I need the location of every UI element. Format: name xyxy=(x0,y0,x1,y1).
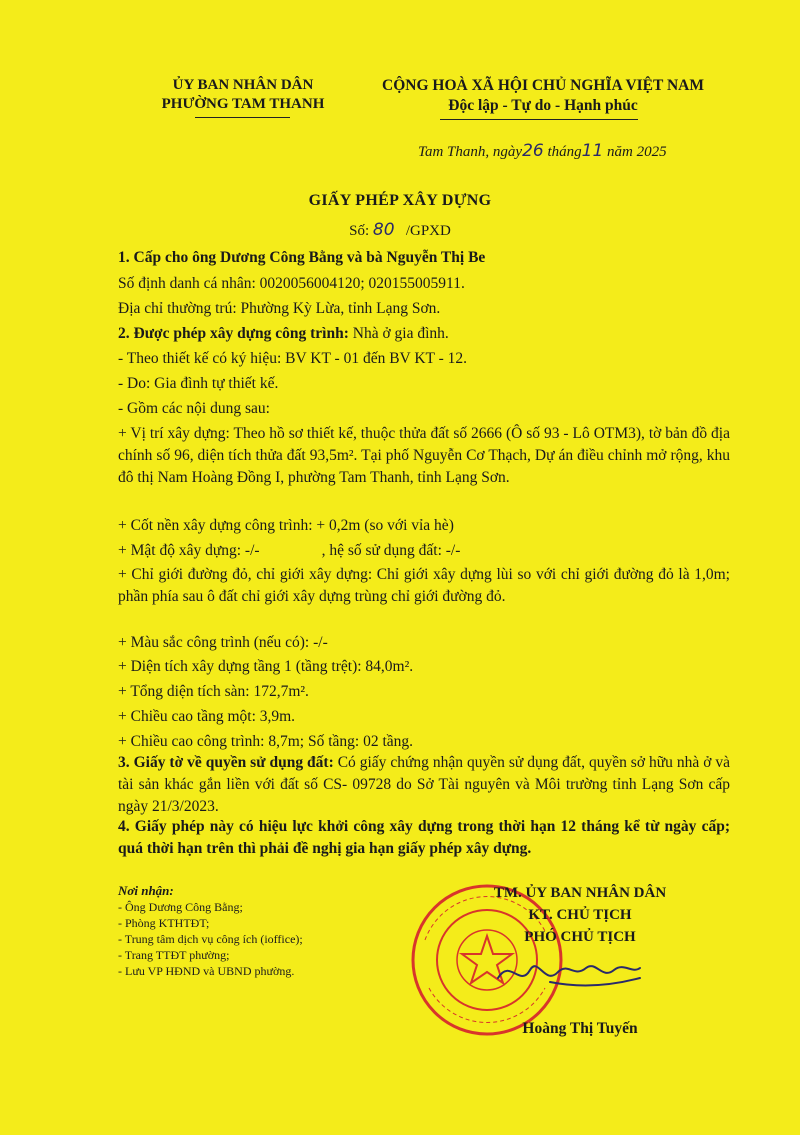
authority-line-1: ỦY BAN NHÂN DÂN xyxy=(172,77,314,93)
signatory-line-1: TM. ỦY BAN NHÂN DÂN xyxy=(493,885,667,901)
date-prefix: Tam Thanh, ngày xyxy=(418,144,523,160)
document-number xyxy=(0,220,800,240)
building-color: + Màu sắc công trình (nếu có): -/- xyxy=(118,634,328,651)
building-density xyxy=(118,540,730,562)
number-suffix: /GPXD xyxy=(405,223,451,239)
designed-by: - Do: Gia đình tự thiết kế. xyxy=(118,375,279,392)
date-month: 11 xyxy=(581,141,604,161)
signatory-block xyxy=(430,882,730,948)
building-height: + Chiều cao công trình: 8,7m; Số tầng: 02 tầng. xyxy=(118,733,414,750)
section-1-heading: 1. Cấp cho ông Dương Công Bằng và bà Nguyễn Thị Be xyxy=(118,249,486,266)
authority-underline xyxy=(195,117,290,118)
recipients-list xyxy=(118,883,303,979)
national-motto xyxy=(368,76,718,116)
section-3-text: Có giấy chứng nhận quyền sử dụng đất, quyền sở hữu nhà ở và tài sản khác gắn liền với đất số CS- 09728 do Sở Tài nguyên và Môi trường tỉnh Lạng Sơn cấp ngày 21/3/2023. xyxy=(118,754,730,815)
section-2-heading-rest: Nhà ở gia đình. xyxy=(348,325,449,342)
recipient-item: - Phòng KTHTĐT; xyxy=(118,916,210,930)
issuing-authority xyxy=(118,76,368,114)
document-title: GIẤY PHÉP XÂY DỰNG xyxy=(308,192,492,209)
recipient-item: - Trung tâm dịch vụ công ích (ioffice); xyxy=(118,932,303,946)
floor-level: + Cốt nền xây dựng công trình: + 0,2m (so với vỉa hè) xyxy=(118,517,454,534)
first-floor-height: + Chiều cao tầng một: 3,9m. xyxy=(118,708,296,725)
country-name: CỘNG HOÀ XÃ HỘI CHỦ NGHĨA VIỆT NAM xyxy=(382,77,704,94)
section-3-heading: 3. Giấy tờ về quyền sử dụng đất: xyxy=(118,754,334,771)
contents-intro: - Gồm các nội dung sau: xyxy=(118,400,270,417)
motto: Độc lập - Tự do - Hạnh phúc xyxy=(448,97,638,114)
boundary-lines: + Chỉ giới đường đỏ, chỉ giới xây dựng: Chỉ giới xây dựng lùi so với chỉ giới đường đỏ là 1,0m; phần phía sau ô đất chỉ giới xây dựng trùng chỉ giới đường đỏ. xyxy=(118,566,730,605)
design-code: - Theo thiết kế có ký hiệu: BV KT - 01 đến BV KT - 12. xyxy=(118,350,467,367)
recipient-item: - Lưu VP HĐND và UBND phường. xyxy=(118,964,295,978)
section-2-heading-bold: 2. Được phép xây dựng công trình: xyxy=(118,325,349,342)
authority-line-2: PHƯỜNG TAM THANH xyxy=(161,96,325,112)
handwritten-signature xyxy=(490,948,650,998)
date-day: 26 xyxy=(522,141,544,161)
construction-location: + Vị trí xây dựng: Theo hồ sơ thiết kế, thuộc thửa đất số 2666 (Ô số 93 - Lô OTM3), tờ bản đồ địa chính số 96, diện tích thửa đất 93,5m². Tại phố Nguyễn Cơ Thạch, Dự án điều chỉnh mở rộng, khu đô thị Nam Hoàng Đồng I, phường Tam Thanh, tỉnh Lạng Sơn. xyxy=(118,425,730,486)
recipients-heading: Nơi nhận: xyxy=(118,883,174,898)
personal-id: Số định danh cá nhân: 0020056004120; 020155005911. xyxy=(118,275,465,292)
number-prefix: Số: xyxy=(349,223,370,239)
signatory-line-3: PHÓ CHỦ TỊCH xyxy=(524,929,636,945)
total-floor-area: + Tổng diện tích sàn: 172,7m². xyxy=(118,683,309,700)
land-use-coefficient: , hệ số sử dụng đất: -/- xyxy=(321,542,461,559)
place-and-date xyxy=(418,141,667,161)
section-4: 4. Giấy phép này có hiệu lực khởi công xây dựng trong thời hạn 12 tháng kể từ ngày cấp; quá thời hạn trên thì phải đề nghị gia hạn giấy phép xây dựng. xyxy=(118,818,730,857)
ground-floor-area: + Diện tích xây dựng tầng 1 (tầng trệt): 84,0m². xyxy=(118,658,414,675)
section-2-heading xyxy=(118,323,730,345)
recipient-item: - Ông Dương Công Bằng; xyxy=(118,900,243,914)
permanent-address: Địa chỉ thường trú: Phường Kỳ Lừa, tỉnh Lạng Sơn. xyxy=(118,300,441,317)
number-value: 80 xyxy=(372,220,395,240)
recipient-item: - Trang TTĐT phường; xyxy=(118,948,230,962)
date-year: năm 2025 xyxy=(607,144,667,160)
signer-name: Hoàng Thị Tuyến xyxy=(522,1020,638,1037)
signatory-line-2: KT. CHỦ TỊCH xyxy=(528,907,632,923)
density-value: + Mật độ xây dựng: -/- xyxy=(118,542,260,559)
date-month-label: tháng xyxy=(547,144,582,160)
motto-underline xyxy=(440,119,638,120)
section-3 xyxy=(118,752,730,818)
